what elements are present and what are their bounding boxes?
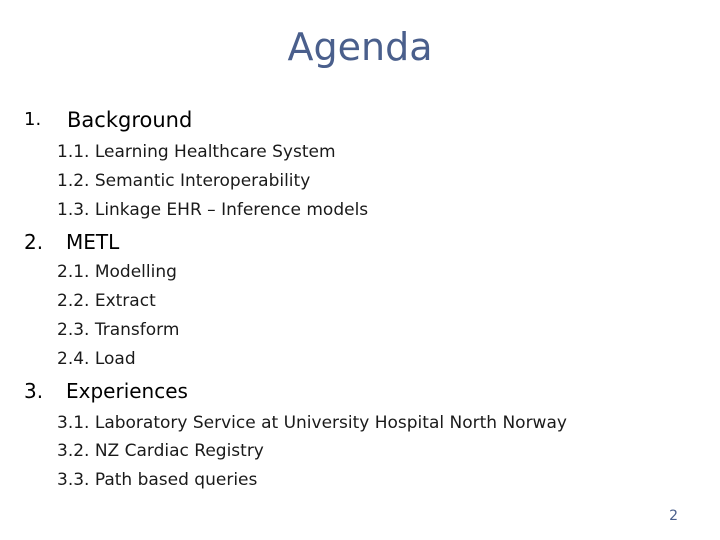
agenda-item: 3.2. NZ Cardiac Registry [57, 441, 264, 461]
agenda-item: 3.3. Path based queries [57, 470, 258, 490]
agenda-item: 3.1. Laboratory Service at University Hospital North Norway [57, 413, 567, 433]
agenda-item: 1.3. Linkage EHR – Inference models [57, 200, 369, 220]
section-label: METL [66, 230, 120, 254]
agenda-section-experiences [24, 379, 424, 405]
section-label: Background [67, 108, 193, 132]
agenda-item: 2.3. Transform [57, 320, 180, 340]
agenda-section-metl [24, 230, 424, 256]
section-label: Experiences [66, 379, 188, 403]
slide-title: Agenda [287, 25, 433, 69]
page-number: 2 [669, 508, 678, 524]
agenda-item: 1.2. Semantic Interoperability [57, 171, 311, 191]
section-number: 3. [24, 379, 44, 403]
agenda-item: 2.2. Extract [57, 291, 156, 311]
agenda-item: 2.1. Modelling [57, 262, 177, 282]
section-number: 1. [24, 109, 42, 130]
section-number: 2. [24, 230, 44, 254]
agenda-item: 1.1. Learning Healthcare System [57, 142, 336, 162]
agenda-item: 2.4. Load [57, 349, 136, 369]
agenda-section-background [24, 108, 424, 134]
